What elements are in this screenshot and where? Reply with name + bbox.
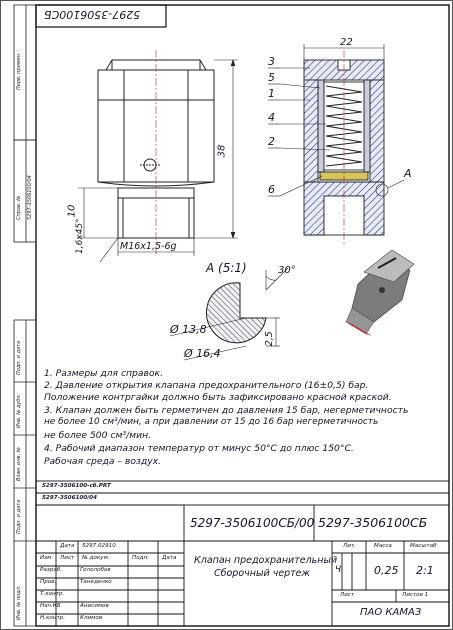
- note-line-6: не более 500 см³/мин.: [44, 430, 152, 441]
- callout-4: 4: [268, 111, 275, 124]
- dim-chamfer: 1,6х45°: [75, 218, 85, 254]
- hdr-date: Дата: [162, 555, 177, 561]
- detail-a-depth: 2,5: [263, 331, 275, 347]
- lit-value: Ч: [335, 565, 342, 575]
- callout-5: 5: [268, 71, 275, 84]
- name-prov: Танеденко: [80, 579, 112, 585]
- role-nkontr: Н.контр.: [40, 615, 66, 621]
- side-label-podp-data-top: Подп. и дата: [16, 340, 22, 375]
- note-line-5: не более 10 см³/мин, а при давлении от 15 до 16 бар негерметичность: [44, 417, 379, 427]
- detail-a-title: А (5:1): [206, 261, 247, 275]
- ref-row-2: 5297-3506100/04: [42, 495, 97, 501]
- hdr-doc: № докум.: [82, 555, 110, 561]
- note-line-7: 4. Рабочий диапазон температур от минус 50°С до плюс 150°С.: [44, 443, 354, 454]
- role-nachkb: Нач.КБ: [40, 603, 61, 609]
- doc-code-big: 5297-3506100СБ: [318, 515, 428, 530]
- row0-list: Дата: [60, 543, 75, 549]
- callout-2: 2: [268, 135, 275, 148]
- product-name: Клапан предохранительный: [194, 555, 338, 566]
- note-line-2: 2. Давление открытия клапана предохранительного (16±0,5) бар.: [44, 380, 369, 391]
- note-line-1: 1. Размеры для справок.: [44, 368, 164, 379]
- name-nachkb: Анисимов: [80, 603, 109, 609]
- name-nkontr: Климов: [80, 615, 103, 621]
- callout-6: 6: [268, 183, 275, 196]
- callout-3: 3: [268, 55, 275, 68]
- side-label-inv-dubl: Инв. № дубл.: [16, 393, 22, 428]
- sheets-label: Листов 1: [402, 592, 429, 598]
- detail-a-d2: Ø 16,4: [184, 347, 221, 360]
- note-line-8: Рабочая среда – воздух.: [44, 456, 161, 467]
- callout-1: 1: [268, 87, 275, 100]
- ref-row-1: 5297-3506100-сб.PRT: [42, 483, 111, 489]
- side-label-inv-podl: Инв. № подл.: [16, 585, 22, 620]
- role-tkontr: Т.контр.: [40, 591, 65, 597]
- top-stamp-code: 5297-3506100СБ: [44, 8, 141, 21]
- detail-a-d1: Ø 13,8: [170, 323, 207, 336]
- dim-lower: 10: [66, 204, 78, 218]
- scale-label: Масштаб: [410, 543, 437, 549]
- hdr-sign: Подп.: [132, 555, 149, 561]
- row0-doc: 5297.02910: [82, 543, 116, 549]
- mass-value: 0,25: [374, 564, 399, 577]
- company-name: ПАО КАМАЗ: [360, 607, 422, 618]
- section-label-a: А: [404, 167, 412, 180]
- mass-label: Масса: [374, 543, 392, 549]
- side-label-vzam-inv: Взам. инв. №: [16, 447, 22, 481]
- dim-thread: M16х1,5-6g: [120, 241, 177, 252]
- side-label-sprav-code: 5297-3506100/04: [27, 175, 33, 220]
- dim-height: 38: [216, 144, 228, 158]
- detail-a-angle: 30°: [278, 265, 296, 276]
- role-prov: Пров.: [40, 579, 57, 585]
- note-line-3: Положение контргайки должно быть зафиксировано красной краской.: [44, 392, 392, 403]
- name-razrab: Гололобов: [80, 567, 111, 573]
- scale-value: 2:1: [416, 564, 434, 577]
- lit-label: Лит.: [343, 543, 356, 549]
- dim-width: 22: [340, 37, 353, 48]
- side-label-podp-data-bottom: Подп. и дата: [16, 499, 22, 534]
- side-label-perv-primen: Перв. примен.: [16, 52, 22, 90]
- hdr-izm: Изм.: [40, 555, 54, 561]
- role-razrab: Разраб.: [40, 567, 62, 573]
- hdr-list: Лист: [60, 555, 75, 561]
- note-line-4: 3. Клапан должен быть герметичен до давления 15 бар, негерметичность: [44, 405, 409, 416]
- doc-code-small: 5297-3506100СБ/00: [190, 516, 315, 530]
- sheet-label: Лист: [340, 592, 355, 598]
- drawing-type: Сборочный чертеж: [214, 568, 311, 579]
- side-label-sprav-no: Справ. №: [16, 195, 22, 220]
